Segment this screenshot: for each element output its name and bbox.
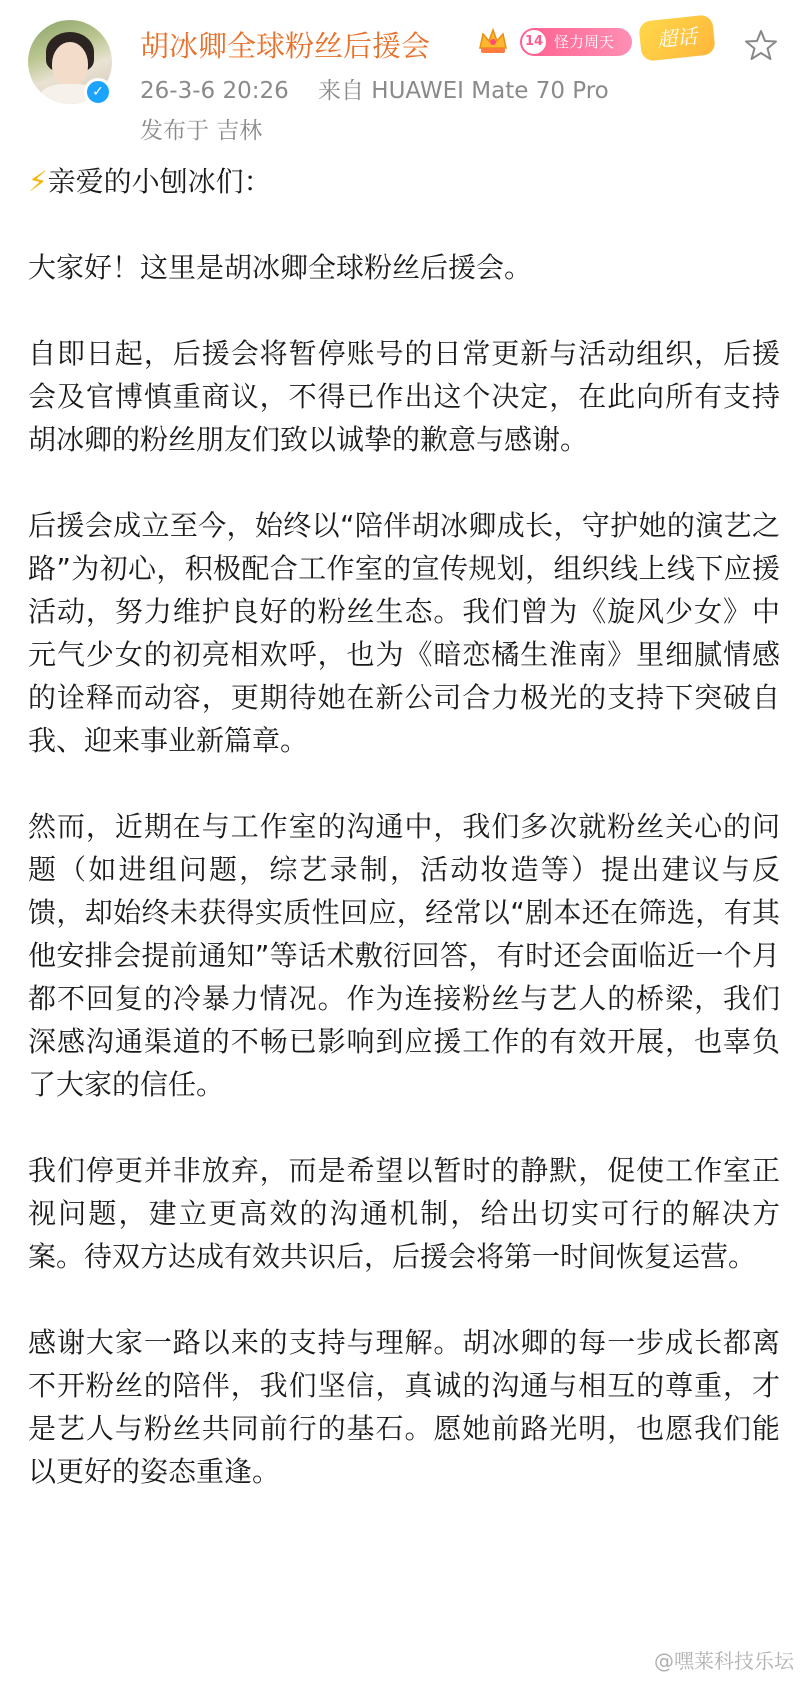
account-name[interactable]: 胡冰卿全球粉丝后援会 xyxy=(140,29,431,63)
post-location: 发布于 吉林 xyxy=(140,118,263,144)
source-prefix: 来自 xyxy=(317,78,364,104)
greeting-text: 亲爱的小刨冰们： xyxy=(47,165,272,198)
post-header xyxy=(0,0,808,150)
fan-level-badge[interactable] xyxy=(520,28,632,56)
paragraph-6: 感谢大家一路以来的支持与理解。胡冰卿的每一步成长都离不开粉丝的陪伴，我们坚信，真诚的沟通与相互的尊重，才是艺人与粉丝共同前行的基石。愿她前路光明，也愿我们能以更好的姿态重逢。 xyxy=(28,1326,780,1488)
verified-icon: ✓ xyxy=(84,78,112,106)
crown-icon xyxy=(476,24,510,58)
paragraph-5: 我们停更并非放弃，而是希望以暂时的静默，促使工作室正视问题，建立更高效的沟通机制，给出切实可行的解决方案。待双方达成有效共识后，后援会将第一时间恢复运营。 xyxy=(28,1154,780,1273)
lightning-icon: ⚡ xyxy=(28,165,48,198)
paragraph-2: 自即日起，后援会将暂停账号的日常更新与活动组织，后援会及官博慎重商议，不得已作出这个决定，在此向所有支持胡冰卿的粉丝朋友们致以诚挚的歉意与感谢。 xyxy=(28,337,780,456)
star-icon[interactable] xyxy=(744,28,778,62)
paragraph-4: 然而，近期在与工作室的沟通中，我们多次就粉丝关心的问题（如进组问题，综艺录制，活动妆造等）提出建议与反馈，却始终未获得实质性回应，经常以“剧本还在筛选，有其他安排会提前通知”等话术敷衍回答，有时还会面临近一个月都不回复的冷暴力情况。作为连接粉丝与艺人的桥梁，我们深感沟通渠道的不畅已影响到应援工作的有效开展，也辜负了大家的信任。 xyxy=(28,810,780,1101)
paragraph-3: 后援会成立至今，始终以“陪伴胡冰卿成长，守护她的演艺之路”为初心，积极配合工作室的宣传规划，组织线上线下应援活动，努力维护良好的粉丝生态。我们曾为《旋风少女》中元气少女的初亮相欢呼，也为《暗恋橘生淮南》里细腻情感的诠释而动容，更期待她在新公司合力极光的支持下突破自我、迎来事业新篇章。 xyxy=(28,509,780,757)
supertopic-badge[interactable]: 超话 xyxy=(638,14,716,62)
post-timestamp: 26-3-6 20:26 xyxy=(140,78,289,104)
greeting xyxy=(28,160,780,203)
fan-level-number: 14 xyxy=(522,30,546,54)
fan-level-label: 怪力周天 xyxy=(554,33,615,51)
paragraph-1: 大家好！这里是胡冰卿全球粉丝后援会。 xyxy=(28,251,533,284)
avatar-face xyxy=(52,42,88,86)
post-body xyxy=(28,160,780,1536)
post-meta xyxy=(140,72,609,105)
post-device[interactable]: HUAWEI Mate 70 Pro xyxy=(371,78,609,104)
watermark: @嘿莱科技乐坛 xyxy=(654,1649,794,1673)
